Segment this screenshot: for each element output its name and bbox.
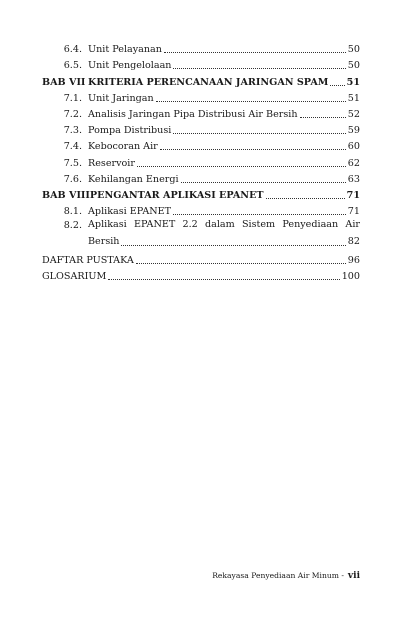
dot-leader [330, 85, 344, 86]
toc-section-number: 7.6. [63, 173, 82, 185]
toc-entry-title: Kehilangan Energi [88, 173, 179, 185]
toc-entry-7-6 [42, 170, 360, 186]
toc-entry-title: DAFTAR PUSTAKA [42, 255, 134, 267]
toc-page-number: 96 [347, 255, 360, 267]
dot-leader [108, 279, 339, 280]
dot-leader [173, 214, 346, 215]
footer-book-title: Rekayasa Penyediaan Air Minum - [212, 571, 344, 580]
toc-section-number: 7.4. [63, 141, 82, 153]
toc-entry-title-line-2: Bersih [88, 236, 120, 248]
dot-leader [173, 68, 345, 69]
toc-entry-title: Pompa Distribusi [88, 125, 172, 137]
toc-entry-title: Unit Pengelolaan [88, 60, 172, 72]
toc-entry-6-4 [42, 40, 360, 56]
dot-leader [300, 117, 346, 118]
toc-page-number: 100 [341, 271, 360, 283]
toc-page-number: 50 [347, 60, 360, 72]
dot-leader [136, 263, 346, 264]
toc-section-number: 7.3. [63, 125, 82, 137]
toc-page-number: 59 [347, 125, 360, 137]
toc-page-number: 51 [347, 92, 360, 104]
toc-chapter-number: BAB VII [42, 76, 86, 88]
table-of-contents [42, 40, 360, 283]
toc-entry-body [88, 218, 360, 249]
toc-entry-7-2 [42, 105, 360, 121]
toc-chapter-bab-vii [42, 72, 360, 88]
toc-entry-7-3 [42, 121, 360, 137]
toc-section-number: 6.5. [63, 60, 82, 72]
dot-leader [156, 101, 346, 102]
toc-entry-title-line-1: Aplikasi EPANET 2.2 dalam Sistem Penyediaan Air [88, 219, 360, 231]
toc-page-number: 71 [346, 189, 360, 201]
toc-page-number: 62 [347, 157, 360, 169]
toc-section-number: 8.2. [63, 220, 82, 232]
toc-page-number: 82 [347, 236, 360, 248]
toc-page-number: 63 [347, 173, 360, 185]
toc-chapter-bab-viii [42, 186, 360, 202]
toc-entry-title: Unit Jaringan [88, 92, 154, 104]
toc-section-number: 6.4. [63, 44, 82, 56]
toc-page-number: 51 [346, 76, 360, 88]
toc-section-number: 7.5. [63, 157, 82, 169]
toc-chapter-title: KRITERIA PERENCANAAN JARINGAN SPAM [88, 76, 329, 88]
toc-entry-title-line-2-row [88, 233, 360, 249]
toc-chapter-title: PENGANTAR APLIKASI EPANET [89, 189, 264, 201]
toc-entry-daftar-pustaka [42, 251, 360, 267]
toc-entry-7-1 [42, 89, 360, 105]
dot-leader [137, 166, 346, 167]
toc-entry-title: Analisis Jaringan Pipa Distribusi Air Bersih [88, 108, 298, 120]
footer-page-number: vii [347, 571, 360, 581]
toc-entry-7-4 [42, 137, 360, 153]
dot-leader [121, 245, 345, 246]
toc-page-number: 50 [347, 44, 360, 56]
dot-leader [160, 149, 346, 150]
toc-entry-title: Kebocoran Air [88, 141, 158, 153]
toc-entry-title: Aplikasi EPANET [88, 206, 172, 218]
toc-page-number: 52 [347, 108, 360, 120]
toc-entry-7-5 [42, 153, 360, 169]
toc-page-number: 71 [347, 206, 360, 218]
toc-section-number: 7.1. [63, 92, 82, 104]
toc-section-number: 8.1. [63, 206, 82, 218]
toc-entry-title: Reservoir [88, 157, 135, 169]
toc-entry-title: Unit Pelayanan [88, 44, 162, 56]
toc-entry-glosarium [42, 267, 360, 283]
toc-entry-6-5 [42, 56, 360, 72]
toc-entry-title: GLOSARIUM [42, 271, 107, 283]
toc-chapter-number: BAB VIII [42, 189, 90, 201]
dot-leader [164, 52, 346, 53]
dot-leader [173, 133, 345, 134]
toc-page-number: 60 [347, 141, 360, 153]
toc-entry-8-1 [42, 202, 360, 218]
dot-leader [266, 198, 345, 199]
dot-leader [181, 182, 346, 183]
page-footer [212, 571, 360, 581]
toc-section-number: 7.2. [63, 108, 82, 120]
toc-entry-8-2 [42, 218, 360, 249]
